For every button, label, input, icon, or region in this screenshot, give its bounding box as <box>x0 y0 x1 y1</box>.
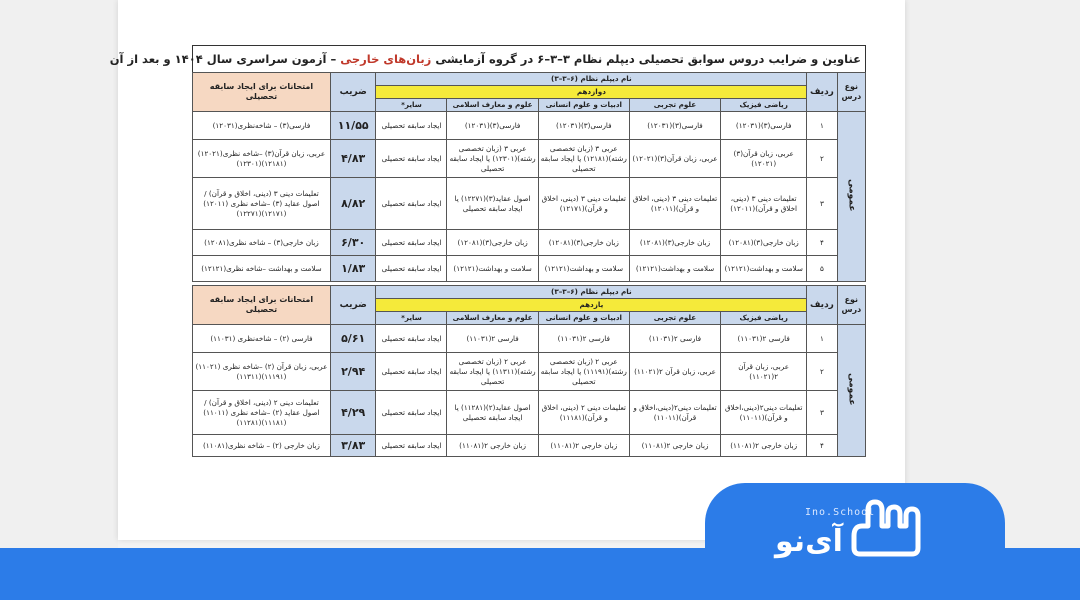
header-coefficient: ضریب <box>330 286 376 325</box>
table-row <box>193 256 866 282</box>
cell-math-physics: فارسی(۳)(۱۲۰۳۱) <box>721 112 807 140</box>
cell-humanities: زبان خارجی ۲(۱۱۰۸۱) <box>538 435 629 457</box>
cell-islamic-studies: زبان خارجی ۲(۱۱۰۸۱) <box>447 435 538 457</box>
cell-other: ایجاد سابقه تحصیلی <box>376 353 447 391</box>
header-row-number: ردیف <box>807 73 837 112</box>
header-exams: امتحانات برای ایجاد سابقه تحصیلی <box>193 286 331 325</box>
title-before: عناوین و ضرایب دروس سوابق تحصیلی دیپلم نظام ۳–۳–۶ در گروه آزمایشی <box>435 52 861 66</box>
row-number: ۴ <box>807 435 837 457</box>
logo-persian-text: آی‌نو <box>775 524 843 559</box>
diploma-name: نام دیپلم نظام (۶–۳–۳) <box>376 286 807 299</box>
header-experimental-sciences: علوم تجربی <box>629 312 720 325</box>
cell-humanities: زبان خارجی(۳)(۱۲۰۸۱) <box>538 230 629 256</box>
row-number: ۲ <box>807 140 837 178</box>
header-experimental-sciences: علوم تجربی <box>629 99 720 112</box>
header-humanities: ادبیات و علوم انسانی <box>538 312 629 325</box>
cell-coefficient: ۲/۹۴ <box>330 353 376 391</box>
cell-exam: تعلیمات دینی ۳ (دینی، اخلاق و قرآن) / اصول عقاید (۳) –شاخه نظری (۱۲۰۱۱)(۱۲۱۷۱)(۱۲۲۷۱) <box>193 178 331 230</box>
cell-humanities: عربی ۲ (زبان تخصصی رشته)(۱۱۱۹۱) یا ایجاد سابقه تحصیلی <box>538 353 629 391</box>
table-row <box>193 353 866 391</box>
row-number: ۱ <box>807 112 837 140</box>
row-number: ۴ <box>807 230 837 256</box>
grade-label: دوازدهم <box>376 86 807 99</box>
header-course-type: نوع درس <box>837 286 865 325</box>
cell-islamic-studies: سلامت و بهداشت(۱۲۱۲۱) <box>447 256 538 282</box>
cell-humanities: تعلیمات دینی ۲ (دینی، اخلاق و قرآن)(۱۱۱۸۱) <box>538 391 629 435</box>
section-header-row <box>193 286 866 299</box>
header-row-number: ردیف <box>807 286 837 325</box>
cell-humanities: فارسی(۳)(۱۲۰۳۱) <box>538 112 629 140</box>
section-header-row <box>193 73 866 86</box>
cell-islamic-studies: عربی ۳ (زبان تخصصی رشته)(۱۲۳۰۱) یا ایجاد سابقه تحصیلی <box>447 140 538 178</box>
table-row <box>193 140 866 178</box>
row-number: ۳ <box>807 391 837 435</box>
cell-islamic-studies: عربی ۲ (زبان تخصصی رشته)(۱۱۳۱۱) یا ایجاد سابقه تحصیلی <box>447 353 538 391</box>
header-coefficient: ضریب <box>330 73 376 112</box>
cell-experimental-sciences: سلامت و بهداشت(۱۲۱۲۱) <box>629 256 720 282</box>
cell-experimental-sciences: زبان خارجی(۳)(۱۲۰۸۱) <box>629 230 720 256</box>
course-type-label: عمومی <box>846 372 857 406</box>
cell-coefficient: ۴/۲۹ <box>330 391 376 435</box>
cell-experimental-sciences: فارسی ۲(۱۱۰۳۱) <box>629 325 720 353</box>
row-number: ۱ <box>807 325 837 353</box>
cell-math-physics: عربی، زبان قرآن(۳)(۱۲۰۲۱) <box>721 140 807 178</box>
cell-experimental-sciences: عربی، زبان قرآن(۳)(۱۲۰۲۱) <box>629 140 720 178</box>
hand-logo-icon <box>848 496 930 560</box>
table-row <box>193 112 866 140</box>
course-type-cell <box>837 112 865 282</box>
cell-humanities: عربی ۳ (زبان تخصصی رشته)(۱۲۱۸۱) یا ایجاد سابقه تحصیلی <box>538 140 629 178</box>
diploma-name: نام دیپلم نظام (۶–۳–۳) <box>376 73 807 86</box>
cell-exam: عربی، زبان قرآن(۳) –شاخه نظری(۱۲۰۲۱)(۱۲۱۸۱)(۱۲۳۰۱) <box>193 140 331 178</box>
course-type-cell <box>837 325 865 457</box>
course-table-document <box>109 45 866 493</box>
header-course-type: نوع درس <box>837 73 865 112</box>
header-math-physics: ریاضی فیزیک <box>721 312 807 325</box>
cell-humanities: فارسی ۲(۱۱۰۳۱) <box>538 325 629 353</box>
cell-math-physics: تعلیمات دینی ۳ (دینی، اخلاق و قرآن)(۱۲۰۱۱) <box>721 178 807 230</box>
cell-humanities: سلامت و بهداشت(۱۲۱۲۱) <box>538 256 629 282</box>
row-number: ۳ <box>807 178 837 230</box>
table-row <box>193 435 866 457</box>
logo-latin-text: Ino.School <box>805 507 876 518</box>
header-islamic-studies: علوم و معارف اسلامی <box>447 312 538 325</box>
cell-coefficient: ۶/۳۰ <box>330 230 376 256</box>
cell-experimental-sciences: فارسی(۳)(۱۲۰۳۱) <box>629 112 720 140</box>
cell-experimental-sciences: تعلیمات دینی۲(دینی،اخلاق و قرآن)(۱۱۰۱۱) <box>629 391 720 435</box>
header-other: سایر* <box>376 99 447 112</box>
cell-math-physics: عربی، زبان قرآن ۲(۱۱۰۲۱) <box>721 353 807 391</box>
title-accent: زبان‌های خارجی <box>340 52 432 66</box>
cell-islamic-studies: زبان خارجی(۳)(۱۲۰۸۱) <box>447 230 538 256</box>
cell-experimental-sciences: زبان خارجی ۲(۱۱۰۸۱) <box>629 435 720 457</box>
cell-humanities: تعلیمات دینی ۳ (دینی، اخلاق و قرآن)(۱۲۱۷۱) <box>538 178 629 230</box>
header-islamic-studies: علوم و معارف اسلامی <box>447 99 538 112</box>
header-math-physics: ریاضی فیزیک <box>721 99 807 112</box>
course-type-label: عمومی <box>846 178 857 212</box>
cell-math-physics: سلامت و بهداشت(۱۲۱۲۱) <box>721 256 807 282</box>
title-after: – آزمون سراسری سال ۱۴۰۴ و بعد از آن <box>109 52 337 66</box>
cell-other: ایجاد سابقه تحصیلی <box>376 435 447 457</box>
table-row <box>193 178 866 230</box>
cell-islamic-studies: فارسی(۳)(۱۲۰۳۱) <box>447 112 538 140</box>
cell-islamic-studies: اصول عقاید(۲)(۱۱۲۸۱) یا ایجاد سابقه تحصیلی <box>447 391 538 435</box>
cell-math-physics: زبان خارجی(۳)(۱۲۰۸۱) <box>721 230 807 256</box>
table-row <box>193 325 866 353</box>
cell-exam: زبان خارجی(۳) – شاخه نظری(۱۲۰۸۱) <box>193 230 331 256</box>
header-humanities: ادبیات و علوم انسانی <box>538 99 629 112</box>
cell-experimental-sciences: تعلیمات دینی ۳ (دینی، اخلاق و قرآن)(۱۲۰۱۱) <box>629 178 720 230</box>
courses-table-body <box>193 73 866 457</box>
courses-table <box>192 72 866 457</box>
row-number: ۵ <box>807 256 837 282</box>
cell-other: ایجاد سابقه تحصیلی <box>376 325 447 353</box>
header-other: سایر* <box>376 312 447 325</box>
cell-math-physics: فارسی ۲(۱۱۰۳۱) <box>721 325 807 353</box>
cell-exam: عربی، زبان قرآن (۲) –شاخه نظری (۱۱۰۲۱)(۱۱۱۹۱)(۱۱۳۱۱) <box>193 353 331 391</box>
document-title <box>109 45 866 72</box>
cell-exam: زبان خارجی (۲) – شاخه نظری(۱۱۰۸۱) <box>193 435 331 457</box>
header-exams: امتحانات برای ایجاد سابقه تحصیلی <box>193 73 331 112</box>
background-left <box>0 0 118 600</box>
cell-coefficient: ۵/۶۱ <box>330 325 376 353</box>
cell-coefficient: ۴/۸۳ <box>330 140 376 178</box>
table-row <box>193 391 866 435</box>
cell-other: ایجاد سابقه تحصیلی <box>376 140 447 178</box>
row-number: ۲ <box>807 353 837 391</box>
cell-other: ایجاد سابقه تحصیلی <box>376 256 447 282</box>
cell-math-physics: تعلیمات دینی۲(دینی،اخلاق و قرآن)(۱۱۰۱۱) <box>721 391 807 435</box>
cell-math-physics: زبان خارجی ۲(۱۱۰۸۱) <box>721 435 807 457</box>
cell-exam: تعلیمات دینی ۲ (دینی، اخلاق و قرآن) / اصول عقاید (۲) –شاخه نظری (۱۱۰۱۱)(۱۱۱۸۱)(۱۱۲۸۱) <box>193 391 331 435</box>
table-row <box>193 230 866 256</box>
cell-other: ایجاد سابقه تحصیلی <box>376 391 447 435</box>
grade-label: یازدهم <box>376 299 807 312</box>
cell-coefficient: ۳/۸۳ <box>330 435 376 457</box>
cell-exam: فارسی (۲) – شاخه‌نظری (۱۱۰۳۱) <box>193 325 331 353</box>
cell-coefficient: ۸/۸۲ <box>330 178 376 230</box>
cell-other: ایجاد سابقه تحصیلی <box>376 230 447 256</box>
cell-exam: سلامت و بهداشت –شاخه نظری(۱۲۱۲۱) <box>193 256 331 282</box>
cell-coefficient: ۱/۸۳ <box>330 256 376 282</box>
cell-islamic-studies: فارسی ۲(۱۱۰۳۱) <box>447 325 538 353</box>
cell-other: ایجاد سابقه تحصیلی <box>376 112 447 140</box>
cell-experimental-sciences: عربی، زبان قرآن ۲(۱۱۰۲۱) <box>629 353 720 391</box>
cell-exam: فارسی(۳) – شاخه‌نظری(۱۲۰۳۱) <box>193 112 331 140</box>
cell-coefficient: ۱۱/۵۵ <box>330 112 376 140</box>
cell-other: ایجاد سابقه تحصیلی <box>376 178 447 230</box>
cell-islamic-studies: اصول عقاید(۳)(۱۲۲۷۱) یا ایجاد سابقه تحصیلی <box>447 178 538 230</box>
